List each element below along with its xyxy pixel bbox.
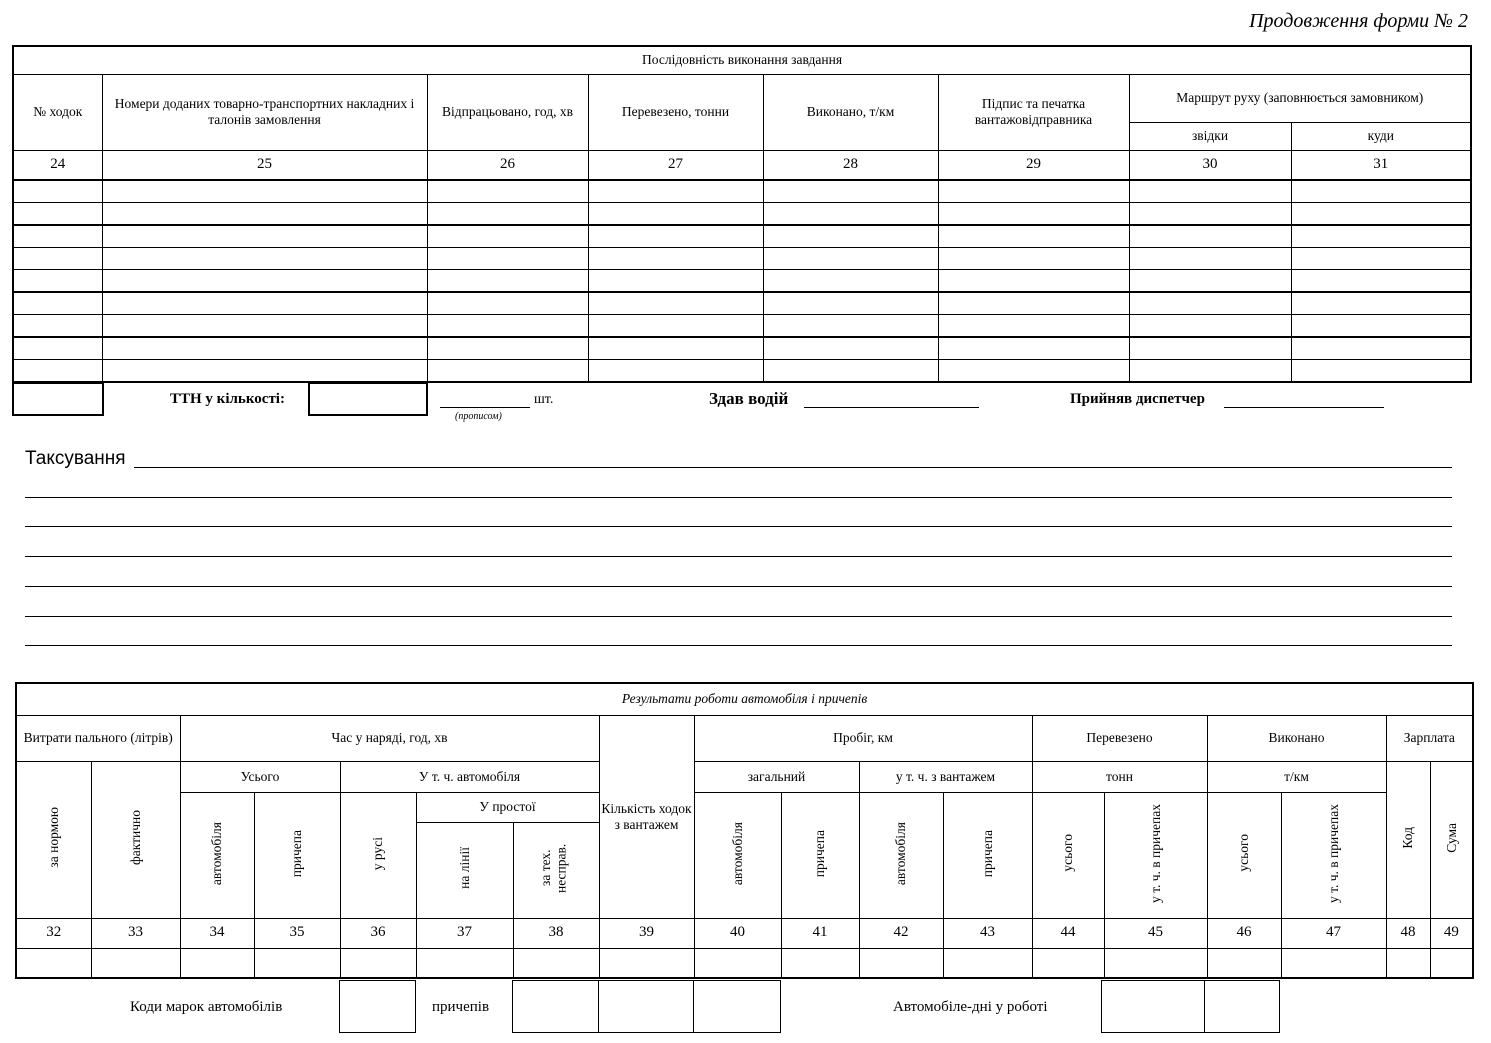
pcs-label: шт. (534, 392, 554, 407)
entry-cell[interactable] (1129, 270, 1291, 293)
entry-cell[interactable] (427, 203, 588, 226)
col-number: 33 (91, 918, 180, 948)
entry-cell[interactable] (1291, 225, 1471, 248)
vehicle-code-box[interactable] (339, 980, 416, 1033)
entry-cell[interactable] (513, 948, 599, 978)
taxation-line[interactable] (25, 645, 1452, 646)
on-line-label: на лінії (456, 847, 472, 890)
ttn-in-words-line[interactable] (440, 407, 530, 408)
entry-cell[interactable] (102, 225, 427, 248)
col-number: 42 (859, 918, 943, 948)
entry-cell[interactable] (588, 225, 763, 248)
driver-handed-label: Здав водій (709, 389, 789, 408)
entry-cell[interactable] (13, 248, 102, 270)
entry-cell[interactable] (763, 292, 938, 315)
tech-fault-header (513, 822, 599, 918)
taxation-line[interactable] (134, 467, 1452, 468)
general-trailer-header (781, 792, 859, 918)
col-route-header: Маршрут руху (заповнюється замовником) (1129, 74, 1471, 122)
loaded-vehicle-header (859, 792, 943, 918)
entry-cell[interactable] (13, 180, 102, 203)
mileage-general-header: загальний (694, 761, 859, 792)
vehicle-days-box[interactable] (1101, 980, 1280, 1033)
table-row (16, 948, 1473, 978)
col-number: 41 (781, 918, 859, 948)
tons-header: тонн (1032, 761, 1207, 792)
total-label: усього (1060, 834, 1076, 873)
entry-cell[interactable] (938, 315, 1129, 338)
entry-cell[interactable] (1291, 270, 1471, 293)
col-number: 36 (340, 918, 416, 948)
entry-cell[interactable] (13, 225, 102, 248)
results-table (15, 682, 1474, 979)
entry-cell[interactable] (763, 360, 938, 383)
entry-cell[interactable] (102, 248, 427, 270)
entry-cell[interactable] (416, 948, 513, 978)
entry-cell[interactable] (427, 225, 588, 248)
entry-cell[interactable] (599, 948, 694, 978)
total-vehicle-header (180, 792, 254, 918)
dispatcher-accepted-label: Прийняв диспетчер (1070, 391, 1205, 407)
incl-vehicle-header: У т. ч. автомобіля (340, 761, 599, 792)
trailers-label: причепів (432, 999, 490, 1015)
trips-count-box[interactable] (12, 382, 104, 416)
entry-cell[interactable] (427, 180, 588, 203)
table-row (13, 337, 1471, 360)
entry-cell[interactable] (13, 270, 102, 293)
entry-cell[interactable] (180, 948, 254, 978)
entry-cell[interactable] (1129, 315, 1291, 338)
entry-cell[interactable] (938, 180, 1129, 203)
entry-cell[interactable] (588, 292, 763, 315)
entry-cell[interactable] (588, 315, 763, 338)
entry-cell[interactable] (13, 360, 102, 383)
total-label: усього (1236, 834, 1252, 873)
entry-cell[interactable] (859, 948, 943, 978)
col-number: 31 (1291, 150, 1471, 180)
col-number: 32 (16, 918, 91, 948)
vehicle-days-divider (1204, 980, 1205, 1033)
entry-cell[interactable] (102, 270, 427, 293)
driver-signature-line[interactable] (804, 407, 979, 408)
col-waybills-header: Номери доданих товарно-транспортних накладних і талонів замовлення (102, 74, 427, 150)
col-signature-header: Підпис та печатка вантажовідправника (938, 74, 1129, 150)
col-number: 29 (938, 150, 1129, 180)
mileage-header: Пробіг, км (694, 715, 1032, 761)
col-number: 34 (180, 918, 254, 948)
entry-cell[interactable] (1129, 203, 1291, 226)
time-on-order-header: Час у наряді, год, хв (180, 715, 599, 761)
incl-trailers-label: у т. ч. в причепах (1325, 803, 1341, 903)
entry-cell[interactable] (1291, 360, 1471, 383)
code-label: Код (1400, 826, 1416, 849)
trips-loaded-header: Кількість ходок з вантажем (599, 715, 694, 918)
tkm-trailers-header (1281, 792, 1386, 918)
ttn-label: ТТН у кількості: (170, 391, 285, 407)
tons-trailers-header (1104, 792, 1207, 918)
entry-cell[interactable] (943, 948, 1032, 978)
col-number: 38 (513, 918, 599, 948)
entry-cell[interactable] (102, 337, 427, 360)
entry-cell[interactable] (1291, 315, 1471, 338)
entry-cell[interactable] (588, 337, 763, 360)
general-vehicle-header (694, 792, 781, 918)
entry-cell[interactable] (102, 360, 427, 383)
on-line-header (416, 822, 513, 918)
entry-cell[interactable] (763, 337, 938, 360)
col-number: 49 (1430, 918, 1473, 948)
entry-cell[interactable] (1386, 948, 1430, 978)
entry-cell[interactable] (1291, 203, 1471, 226)
table-row (13, 315, 1471, 338)
col-number: 25 (102, 150, 427, 180)
entry-cell[interactable] (254, 948, 340, 978)
entry-cell[interactable] (763, 315, 938, 338)
in-motion-header (340, 792, 416, 918)
tons-total-header (1032, 792, 1104, 918)
vehicle-label: автомобіля (729, 821, 745, 885)
col-number: 43 (943, 918, 1032, 948)
entry-cell[interactable] (102, 203, 427, 226)
col-number: 39 (599, 918, 694, 948)
entry-cell[interactable] (1291, 337, 1471, 360)
entry-cell[interactable] (427, 248, 588, 270)
entry-cell[interactable] (1291, 292, 1471, 315)
entry-cell[interactable] (102, 180, 427, 203)
by-norm-header (16, 761, 91, 918)
taxation-label: Таксування (25, 448, 126, 469)
table-row (13, 225, 1471, 248)
trailer-label: причепа (979, 829, 995, 877)
trailer-code-divider (693, 980, 694, 1033)
col-from-header: звідки (1129, 122, 1291, 150)
entry-cell[interactable] (1291, 248, 1471, 270)
entry-cell[interactable] (1129, 180, 1291, 203)
entry-cell[interactable] (1129, 360, 1291, 383)
entry-cell[interactable] (1129, 225, 1291, 248)
entry-cell[interactable] (588, 180, 763, 203)
vehicle-label: автомобіля (893, 821, 909, 885)
entry-cell[interactable] (588, 360, 763, 383)
incl-trailers-label: у т. ч. в причепах (1147, 803, 1163, 903)
trailer-code-divider (598, 980, 599, 1033)
col-number: 28 (763, 150, 938, 180)
vehicle-label: автомобіля (209, 821, 225, 885)
entry-cell[interactable] (427, 315, 588, 338)
col-to-header: куди (1291, 122, 1471, 150)
entry-cell[interactable] (781, 948, 859, 978)
entry-cell[interactable] (1129, 248, 1291, 270)
entry-cell[interactable] (1281, 948, 1386, 978)
col-number: 37 (416, 918, 513, 948)
entry-cell[interactable] (938, 360, 1129, 383)
entry-cell[interactable] (13, 315, 102, 338)
entry-cell[interactable] (1129, 337, 1291, 360)
entry-cell[interactable] (427, 337, 588, 360)
entry-cell[interactable] (427, 270, 588, 293)
actual-label: фактично (127, 810, 143, 866)
col-number: 47 (1281, 918, 1386, 948)
entry-cell[interactable] (763, 270, 938, 293)
col-number: 45 (1104, 918, 1207, 948)
tkm-total-header (1207, 792, 1281, 918)
vehicle-days-label: Автомобіле-дні у роботі (893, 999, 1048, 1015)
sum-header (1430, 761, 1473, 918)
entry-cell[interactable] (427, 360, 588, 383)
col-number: 48 (1386, 918, 1430, 948)
form-continuation-title: Продовження форми № 2 (1249, 10, 1468, 32)
entry-cell[interactable] (938, 270, 1129, 293)
entry-cell[interactable] (938, 225, 1129, 248)
in-words-caption: (прописом) (455, 411, 502, 422)
ttn-count-box[interactable] (308, 382, 428, 416)
entry-cell[interactable] (16, 948, 91, 978)
taxation-line[interactable] (25, 497, 1452, 498)
col-trips-header: № ходок (13, 74, 102, 150)
col-worked-header: Відпрацьовано, год, хв (427, 74, 588, 150)
trailer-label: причепа (812, 829, 828, 877)
col-number: 24 (13, 150, 102, 180)
table-row (13, 360, 1471, 383)
col-number: 35 (254, 918, 340, 948)
task-sequence-title: Послідовність виконання завдання (13, 46, 1471, 74)
col-number: 46 (1207, 918, 1281, 948)
entry-cell[interactable] (427, 292, 588, 315)
col-number: 44 (1032, 918, 1104, 948)
taxation-line[interactable] (25, 526, 1452, 527)
vehicle-brand-codes-label: Коди марок автомобілів (130, 999, 283, 1015)
entry-cell[interactable] (1207, 948, 1281, 978)
entry-cell[interactable] (102, 292, 427, 315)
tech-fault-label: за тех. несправ. (538, 843, 569, 893)
col-number: 27 (588, 150, 763, 180)
results-title: Результати роботи автомобіля і причепів (16, 683, 1473, 715)
dispatcher-signature-line[interactable] (1224, 407, 1384, 408)
table-row (13, 180, 1471, 203)
table-row (13, 270, 1471, 293)
fuel-header: Витрати пального (літрів) (16, 715, 180, 761)
entry-cell[interactable] (938, 292, 1129, 315)
task-sequence-table (12, 45, 1472, 383)
entry-cell[interactable] (938, 337, 1129, 360)
entry-cell[interactable] (588, 248, 763, 270)
in-motion-label: у русі (370, 836, 386, 870)
sum-label: Сума (1443, 822, 1459, 853)
col-number: 40 (694, 918, 781, 948)
entry-cell[interactable] (1104, 948, 1207, 978)
entry-cell[interactable] (938, 203, 1129, 226)
loaded-trailer-header (943, 792, 1032, 918)
col-number: 26 (427, 150, 588, 180)
taxation-line[interactable] (25, 586, 1452, 587)
salary-header: Зарплата (1386, 715, 1473, 761)
entry-cell[interactable] (91, 948, 180, 978)
entry-cell[interactable] (102, 315, 427, 338)
entry-cell[interactable] (13, 292, 102, 315)
entry-cell[interactable] (1291, 180, 1471, 203)
tkm-header: т/км (1207, 761, 1386, 792)
entry-cell[interactable] (938, 248, 1129, 270)
entry-cell[interactable] (13, 203, 102, 226)
col-performed-header: Виконано, т/км (763, 74, 938, 150)
by-norm-label: за нормою (45, 807, 61, 869)
entry-cell[interactable] (1430, 948, 1473, 978)
entry-cell[interactable] (588, 270, 763, 293)
table-row (13, 203, 1471, 226)
entry-cell[interactable] (763, 180, 938, 203)
entry-cell[interactable] (763, 203, 938, 226)
entry-cell[interactable] (13, 337, 102, 360)
entry-cell[interactable] (763, 248, 938, 270)
taxation-line[interactable] (25, 556, 1452, 557)
entry-cell[interactable] (340, 948, 416, 978)
entry-cell[interactable] (763, 225, 938, 248)
table-row (13, 292, 1471, 315)
entry-cell[interactable] (1129, 292, 1291, 315)
performed-header: Виконано (1207, 715, 1386, 761)
entry-cell[interactable] (588, 203, 763, 226)
trailer-code-box[interactable] (512, 980, 781, 1033)
transported-header: Перевезено (1032, 715, 1207, 761)
actual-header (91, 761, 180, 918)
total-trailer-header (254, 792, 340, 918)
table-row (13, 248, 1471, 270)
code-header (1386, 761, 1430, 918)
mileage-loaded-header: у т. ч. з вантажем (859, 761, 1032, 792)
col-transported-header: Перевезено, тонни (588, 74, 763, 150)
idle-header: У простої (416, 792, 599, 822)
total-header: Усього (180, 761, 340, 792)
entry-cell[interactable] (694, 948, 781, 978)
col-number: 30 (1129, 150, 1291, 180)
entry-cell[interactable] (1032, 948, 1104, 978)
taxation-line[interactable] (25, 616, 1452, 617)
trailer-label: причепа (289, 829, 305, 877)
